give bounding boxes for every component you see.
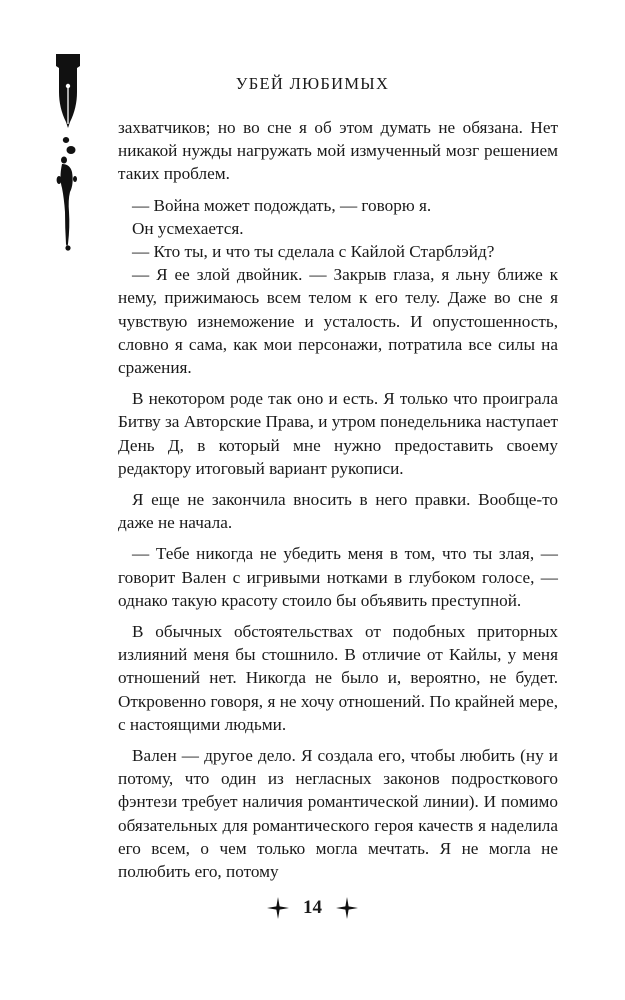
star-icon [267,897,289,919]
paragraph: — Я ее злой двойник. — Закрыв глаза, я льну ближе к нему, прижимаюсь всем телом к его телу. Даже во сне я чувствую изнеможение и усталость. И опустошенность, словно я сама, как мои персонажи, потратила все силы на сражения. [118,265,558,378]
paragraph: В обычных обстоятельствах от подобных приторных излияний меня бы стошнило. В отличие от Кайлы, у меня отношений нет. Никогда не было и, вероятно, не будет. Откровенно говоря, я не хочу отношений. По крайней мере, с настоящими людьми. [118,622,558,734]
paragraph: Он усмехается. [132,218,244,238]
paragraph: В некотором роде так оно и есть. Я только что проиграла Битву за Авторские Права, и утром понедельника наступает День Д, в который мне нужно предоставить своему редактору итоговый вариант рукописи. [118,389,558,478]
page-footer [0,897,625,919]
paragraph: — Тебе никогда не убедить меня в том, что ты злая, — говорит Вален с игривыми нотками в глубоком голосе, — однако такую красоту стоило бы объявить преступной. [118,544,558,610]
paragraph: — Кто ты, и что ты сделала с Кайлой Старблэйд? [132,242,495,262]
paragraph: захватчиков; но во сне я об этом думать не обязана. Нет никакой нужды нагружать мой измученный мозг решением таких проблем. [118,118,558,184]
paragraph: Вален — другое дело. Я создала его, чтобы любить (ну и потому, что один из негласных законов подросткового фэнтези требует наличия романтической линии). И помимо обязательных для романтического героя качеств я наделила его всем, о чем только могла мечтать. Я не могла не полюбить его, потому [118,746,558,882]
body-text [118,116,558,891]
paragraph: — Война может подождать, — говорю я. [132,195,432,215]
paragraph: Я еще не закончила вносить в него правки. Вообще-то даже не начала. [118,490,558,533]
page-number: 14 [303,897,322,918]
star-icon [336,897,358,919]
running-head: УБЕЙ ЛЮБИМЫХ [235,74,390,93]
